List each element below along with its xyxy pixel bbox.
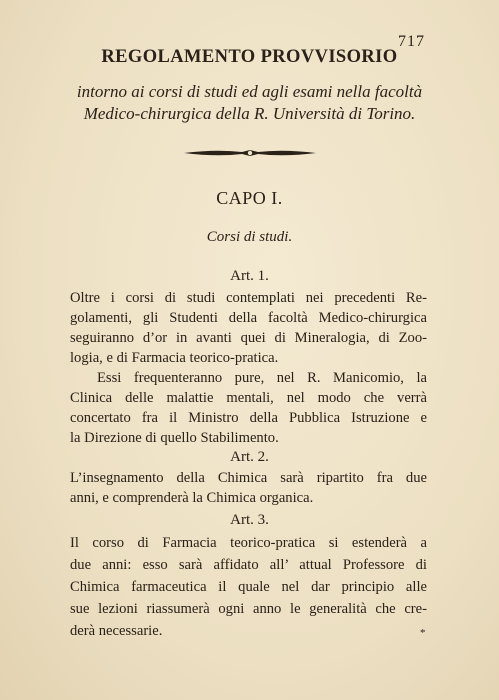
article-1-line: golamenti, gli Studenti della facoltà Medico-chirurgica [70, 310, 427, 326]
article-1-line: Essi frequenteranno pure, nel R. Manicomio, la [97, 370, 427, 386]
section-title: Corsi di studi. [206, 229, 293, 245]
article-1-line: Clinica delle malattie mentali, nel modo che verrà [70, 390, 427, 406]
article-1-line: seguiranno d’or in avanti quei di Mineralogia, di Zoo- [70, 330, 427, 346]
article-3-line: derà necessarie. [70, 623, 163, 639]
article-3-line: sue lezioni riassumerà ogni anno le generalità che cre- [70, 601, 427, 617]
article-3-line: Il corso di Farmacia teorico-pratica si estenderà a [70, 535, 427, 551]
article-1-heading: Art. 1. [230, 268, 269, 284]
rule-ornament-icon [182, 146, 318, 160]
document-title: REGOLAMENTO PROVVISORIO [101, 47, 398, 67]
chapter-heading: CAPO I. [216, 188, 283, 208]
footer-mark: * [420, 627, 426, 639]
article-3-line: Chimica farmaceutica il quale nel dar principio alle [70, 579, 427, 595]
article-3-line: due anni: esso sarà affidato all’ attual Professore di [70, 557, 427, 573]
page-number: 717 [398, 33, 425, 50]
subtitle-line-2: Medico-chirurgica della R. Università di Torino. [83, 104, 416, 123]
article-3-heading: Art. 3. [230, 512, 269, 528]
article-2-heading: Art. 2. [230, 449, 269, 465]
article-1-line: la Direzione di quello Stabilimento. [70, 430, 279, 446]
article-2-line: anni, e comprenderà la Chimica organica. [70, 490, 314, 506]
article-2-line: L’insegnamento della Chimica sarà ripartito fra due [70, 470, 427, 486]
article-1-line: concertato fra il Ministro della Pubblica Istruzione e [70, 410, 427, 426]
article-1-line: Oltre i corsi di studi contemplati nei precedenti Re- [70, 290, 427, 306]
article-1-line: logia, e di Farmacia teorico-pratica. [70, 350, 279, 366]
subtitle-line-1: intorno ai corsi di studi ed agli esami nella facoltà [76, 82, 423, 101]
